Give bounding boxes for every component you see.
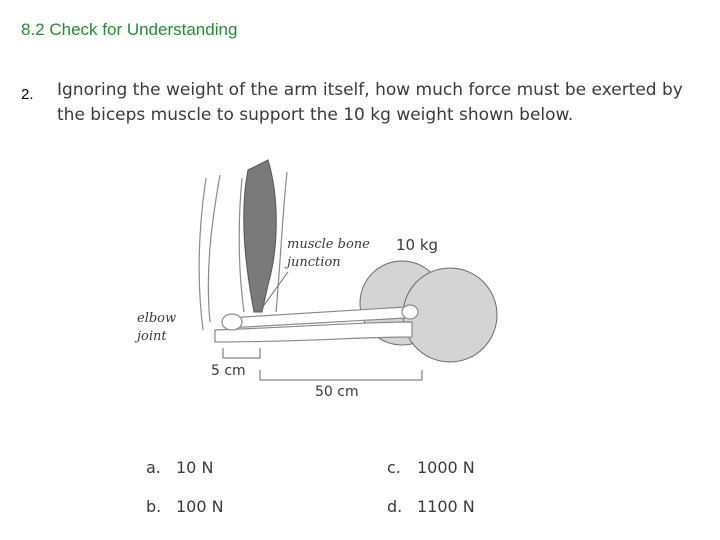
choice-letter: b.: [146, 497, 162, 516]
choice-d[interactable]: [387, 497, 475, 516]
joint-label: joint: [137, 329, 167, 344]
junction-label: junction: [287, 255, 341, 270]
long-distance-label: 50 cm: [315, 384, 359, 400]
choice-value: 1100 N: [417, 497, 475, 516]
long-distance-bracket: [260, 370, 422, 380]
choice-value: 10 N: [176, 458, 214, 477]
question-number: 2.: [21, 86, 34, 103]
choice-value: 1000 N: [417, 458, 475, 477]
weight-label: 10 kg: [396, 236, 439, 254]
biceps-muscle: [244, 160, 277, 312]
short-distance-label: 5 cm: [211, 363, 246, 379]
muscle-bone-label: muscle bone: [287, 237, 370, 252]
choice-letter: a.: [146, 458, 161, 477]
slide-title: 8.2 Check for Understanding: [21, 20, 238, 39]
short-distance-bracket: [223, 348, 260, 358]
choice-c[interactable]: [387, 458, 475, 477]
question-text: Ignoring the weight of the arm itself, how much force must be exerted by the biceps muscle to support the 10 kg weight shown below.: [57, 80, 683, 125]
choice-value: 100 N: [176, 497, 224, 516]
forearm: [215, 305, 418, 342]
elbow-label: elbow: [137, 311, 177, 326]
choice-a[interactable]: [146, 458, 213, 477]
choice-letter: d.: [387, 497, 403, 516]
choice-b[interactable]: [146, 497, 224, 516]
choice-letter: c.: [387, 458, 401, 477]
